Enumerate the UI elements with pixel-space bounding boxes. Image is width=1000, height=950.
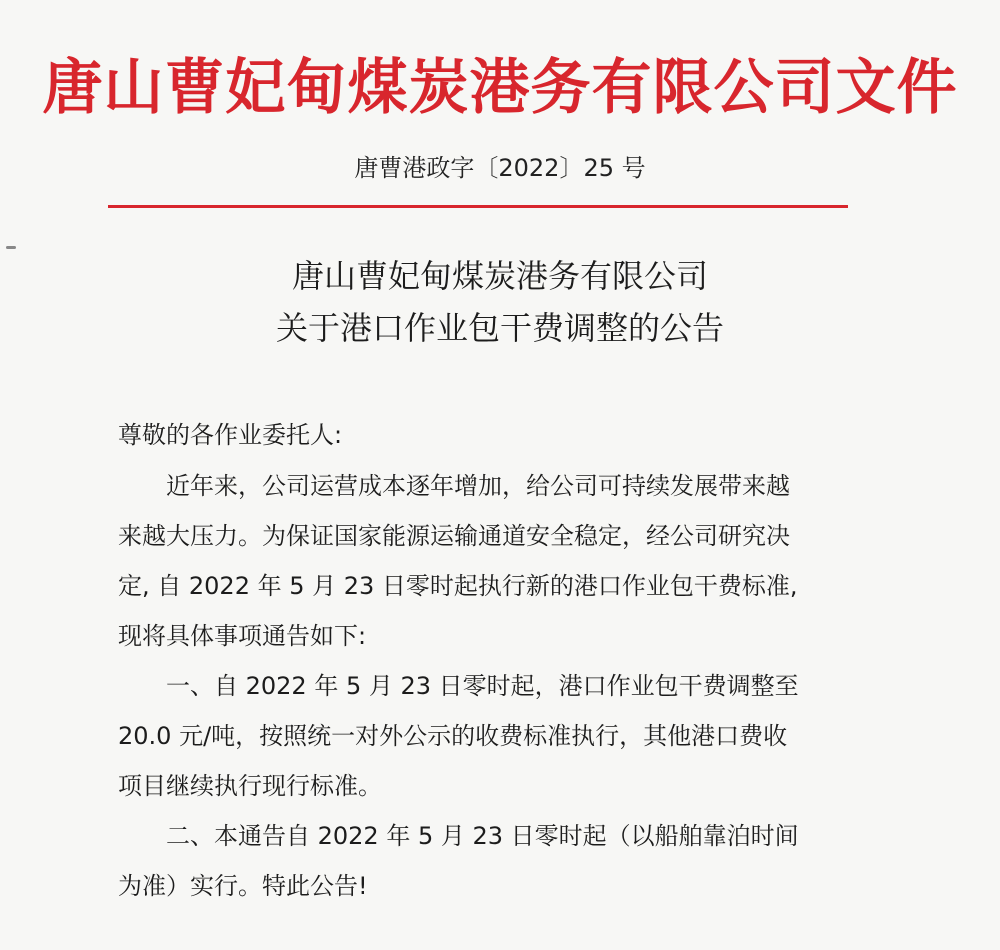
organization-header: 唐山曹妃甸煤炭港务有限公司文件 xyxy=(42,53,958,123)
paragraph-1-line: 定, 自 2022 年 5 月 23 日零时起执行新的港口作业包干费标准, xyxy=(118,572,798,600)
item-1-line: 20.0 元/吨，按照统一对外公示的收费标准执行，其他港口费收 xyxy=(118,722,788,750)
paragraph-1-line: 来越大压力。为保证国家能源运输通道安全稳定，经公司研究决 xyxy=(118,522,790,550)
announcement-title-line-2: 关于港口作业包干费调整的公告 xyxy=(275,309,724,347)
item-1-line: 项目继续执行现行标准。 xyxy=(118,772,382,800)
header-divider xyxy=(108,205,848,208)
item-2-line: 为准）实行。特此公告! xyxy=(118,872,368,900)
document-number: 唐曹港政字〔2022〕25 号 xyxy=(354,154,646,182)
scan-speck xyxy=(6,246,16,249)
greeting: 尊敬的各作业委托人: xyxy=(118,421,343,449)
paragraph-1-line: 近年来，公司运营成本逐年增加，给公司可持续发展带来越 xyxy=(166,472,790,500)
announcement-title-line-1: 唐山曹妃甸煤炭港务有限公司 xyxy=(291,257,708,295)
item-2-line: 二、本通告自 2022 年 5 月 23 日零时起（以船舶靠泊时间 xyxy=(166,822,799,850)
paragraph-1-line: 现将具体事项通告如下: xyxy=(118,622,367,650)
item-1-line: 一、自 2022 年 5 月 23 日零时起，港口作业包干费调整至 xyxy=(166,672,799,700)
